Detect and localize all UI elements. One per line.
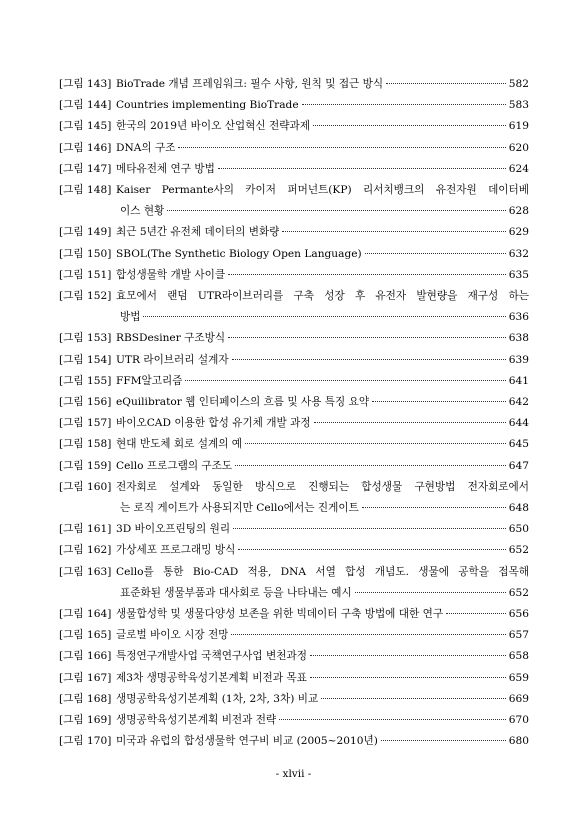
figure-label: [그림 150] <box>59 247 112 260</box>
figure-title: 가상세포 프로그래밍 방식 <box>116 544 236 557</box>
toc-entry[interactable] <box>59 477 529 519</box>
dot-leader <box>178 147 505 148</box>
dot-leader <box>321 698 506 699</box>
figure-label: [그림 165] <box>59 629 112 642</box>
toc-entry[interactable] <box>59 265 529 286</box>
page-ref: 624 <box>508 162 529 175</box>
figure-label: [그림 169] <box>59 714 112 727</box>
figure-title: 이스 현황 <box>120 205 165 218</box>
figure-title: 는 로직 게이트가 사용되지만 Cello에서는 진게이트 <box>120 502 359 515</box>
figure-label: [그림 159] <box>59 459 112 472</box>
toc-entry[interactable] <box>59 540 529 561</box>
dot-leader <box>231 634 505 635</box>
page-ref: 628 <box>508 205 529 218</box>
figure-title: Kaiser Permante사의 카이저 퍼머넌트(KP) 리서치뱅크의 유전자원 데이터베 <box>116 184 529 197</box>
dot-leader <box>218 168 506 169</box>
toc-entry[interactable] <box>59 646 529 667</box>
toc-entry[interactable] <box>59 710 529 731</box>
page-ref: 650 <box>508 523 529 536</box>
dot-leader <box>167 210 505 211</box>
dot-leader <box>282 231 505 232</box>
dot-leader <box>185 380 505 381</box>
figure-title: 메타유전체 연구 방법 <box>116 162 215 175</box>
dot-leader <box>235 465 506 466</box>
figure-title: Countries implementing BioTrade <box>116 99 299 112</box>
figure-title: 한국의 2019년 바이오 산업혁신 전략과제 <box>116 120 310 133</box>
figure-title: 생물합성학 및 생물다양성 보존을 위한 빅데이터 구축 방법에 대한 연구 <box>116 608 444 621</box>
figure-title: 생명공학육성기본계획 (1차, 2차, 3차) 비교 <box>116 692 319 705</box>
figure-label: [그림 161] <box>59 523 112 536</box>
figure-label: [그림 148] <box>59 184 112 197</box>
dot-leader <box>279 719 506 720</box>
figure-label: [그림 160] <box>59 480 112 493</box>
page-ref: 639 <box>508 353 529 366</box>
figure-label: [그림 154] <box>59 353 112 366</box>
figure-label: [그림 167] <box>59 671 112 684</box>
page-ref: 620 <box>508 141 529 154</box>
figure-label: [그림 143] <box>59 78 112 90</box>
page-ref: 645 <box>508 438 529 451</box>
page-ref: 670 <box>508 714 529 727</box>
page-ref: 636 <box>508 311 529 324</box>
page-ref: 641 <box>508 374 529 387</box>
dot-leader <box>314 422 506 423</box>
dot-leader <box>233 528 506 529</box>
dot-leader <box>302 104 506 105</box>
figure-title: 효모에서 랜덤 UTR라이브러리를 구축 성장 후 유전자 발현량을 재구성 하는 <box>116 290 529 303</box>
figure-list <box>59 74 529 753</box>
figure-title: UTR 라이브러리 설계자 <box>116 353 229 366</box>
figure-title: Cello 프로그램의 구조도 <box>116 459 233 472</box>
dot-leader <box>228 337 506 338</box>
dot-leader <box>446 613 506 614</box>
toc-entry[interactable] <box>59 456 529 477</box>
dot-leader <box>365 253 506 254</box>
figure-label: [그림 145] <box>59 120 112 133</box>
page-ref: 632 <box>508 247 529 260</box>
figure-label: [그림 166] <box>59 650 112 663</box>
toc-entry[interactable] <box>59 689 529 710</box>
dot-leader <box>238 549 505 550</box>
toc-entry[interactable] <box>59 95 529 116</box>
page-ref: 638 <box>508 332 529 345</box>
figure-title: 바이오CAD 이용한 합성 유기체 개발 과정 <box>116 417 311 430</box>
figure-title: 3D 바이오프린팅의 원리 <box>116 523 231 536</box>
page-ref: 635 <box>508 268 529 281</box>
figure-label: [그림 155] <box>59 374 112 387</box>
figure-title: SBOL(The Synthetic Biology Open Language) <box>116 247 362 260</box>
figure-label: [그림 163] <box>59 565 112 578</box>
toc-entry[interactable] <box>59 74 529 95</box>
page-ref: 583 <box>508 99 529 112</box>
toc-entry[interactable] <box>59 625 529 646</box>
figure-label: [그림 151] <box>59 268 112 281</box>
toc-entry[interactable] <box>59 668 529 689</box>
dot-leader <box>355 592 506 593</box>
page-ref: 652 <box>508 544 529 557</box>
figure-title: 합성생물학 개발 사이클 <box>116 268 226 281</box>
page-ref: 669 <box>508 692 529 705</box>
figure-title: 제3차 생명공학육성기본계획 비전과 목표 <box>116 671 307 684</box>
figure-title: FFM알고리즘 <box>116 374 183 387</box>
figure-title: 표준화된 생물부품과 대사회로 등을 나타내는 예시 <box>120 586 352 599</box>
page-ref: 619 <box>508 120 529 133</box>
figure-title: 최근 5년간 유전체 데이터의 변화량 <box>116 226 280 239</box>
page-ref: 647 <box>508 459 529 472</box>
toc-entry[interactable] <box>59 371 529 392</box>
figure-title: 미국과 유럽의 합성생물학 연구비 비교 (2005~2010년) <box>116 735 378 748</box>
dot-leader <box>143 316 505 317</box>
figure-title: eQuilibrator 웹 인터페이스의 흐름 및 사용 특징 요약 <box>116 396 370 409</box>
figure-label: [그림 164] <box>59 608 112 621</box>
toc-entry[interactable] <box>59 244 529 265</box>
figure-label: [그림 144] <box>59 99 112 112</box>
figure-label: [그림 156] <box>59 396 112 409</box>
figure-title: Cello를 통한 Bio-CAD 적용, DNA 서열 합성 개념도. 생물에 공학을 접목해 <box>116 565 529 578</box>
page-ref: 582 <box>508 78 529 90</box>
toc-entry[interactable] <box>59 413 529 434</box>
toc-entry[interactable] <box>59 328 529 349</box>
dot-leader <box>372 401 506 402</box>
dot-leader <box>362 507 506 508</box>
toc-entry[interactable] <box>59 731 529 752</box>
page-ref: 658 <box>508 650 529 663</box>
dot-leader <box>228 274 506 275</box>
page-ref: 656 <box>508 608 529 621</box>
toc-entry[interactable] <box>59 159 529 180</box>
figure-title: 글로벌 바이오 시장 전망 <box>116 629 229 642</box>
figure-title: 생명공학육성기본계획 비전과 전략 <box>116 714 277 727</box>
toc-entry[interactable] <box>59 138 529 159</box>
figure-label: [그림 153] <box>59 332 112 345</box>
page-ref: 642 <box>508 396 529 409</box>
figure-title: BioTrade 개념 프레임워크: 필수 사항, 원칙 및 접근 방식 <box>116 78 384 90</box>
toc-entry[interactable] <box>59 116 529 137</box>
figure-title: DNA의 구조 <box>116 141 176 154</box>
dot-leader <box>386 83 506 84</box>
figure-title: 현대 반도체 회로 설계의 예 <box>116 438 243 451</box>
figure-title: 특정연구개발사업 국책연구사업 변천과정 <box>116 650 307 663</box>
toc-entry[interactable] <box>59 222 529 243</box>
figure-label: [그림 168] <box>59 692 112 705</box>
figure-title: 전자회로 설계와 동일한 방식으로 진행되는 합성생물 구현방법 전자회로에서 <box>116 480 529 493</box>
dot-leader <box>310 655 506 656</box>
dot-leader <box>313 125 506 126</box>
page-ref: 644 <box>508 417 529 430</box>
figure-label: [그림 152] <box>59 290 112 303</box>
toc-entry[interactable] <box>59 286 529 328</box>
page-ref: 629 <box>508 226 529 239</box>
dot-leader <box>232 359 506 360</box>
figure-label: [그림 162] <box>59 544 112 557</box>
toc-entry[interactable] <box>59 604 529 625</box>
toc-entry[interactable] <box>59 562 529 604</box>
dot-leader <box>245 443 506 444</box>
toc-entry[interactable] <box>59 350 529 371</box>
page-ref: 648 <box>508 502 529 515</box>
page-ref: 659 <box>508 671 529 684</box>
dot-leader <box>310 677 506 678</box>
toc-entry[interactable] <box>59 392 529 413</box>
page-ref: 652 <box>508 586 529 599</box>
dot-leader <box>381 740 506 741</box>
figure-label: [그림 146] <box>59 141 112 154</box>
toc-entry[interactable] <box>59 180 529 222</box>
figure-label: [그림 170] <box>59 735 112 748</box>
toc-entry[interactable] <box>59 519 529 540</box>
figure-label: [그림 157] <box>59 417 112 430</box>
figure-label: [그림 158] <box>59 438 112 451</box>
figure-label: [그림 149] <box>59 226 112 239</box>
toc-entry[interactable] <box>59 434 529 455</box>
page-ref: 657 <box>508 629 529 642</box>
figure-label: [그림 147] <box>59 162 112 175</box>
figure-title: 방법 <box>120 311 141 324</box>
figure-title: RBSDesiner 구조방식 <box>116 332 226 345</box>
page-ref: 680 <box>508 735 529 748</box>
page-number: - xlvii - <box>275 768 312 780</box>
